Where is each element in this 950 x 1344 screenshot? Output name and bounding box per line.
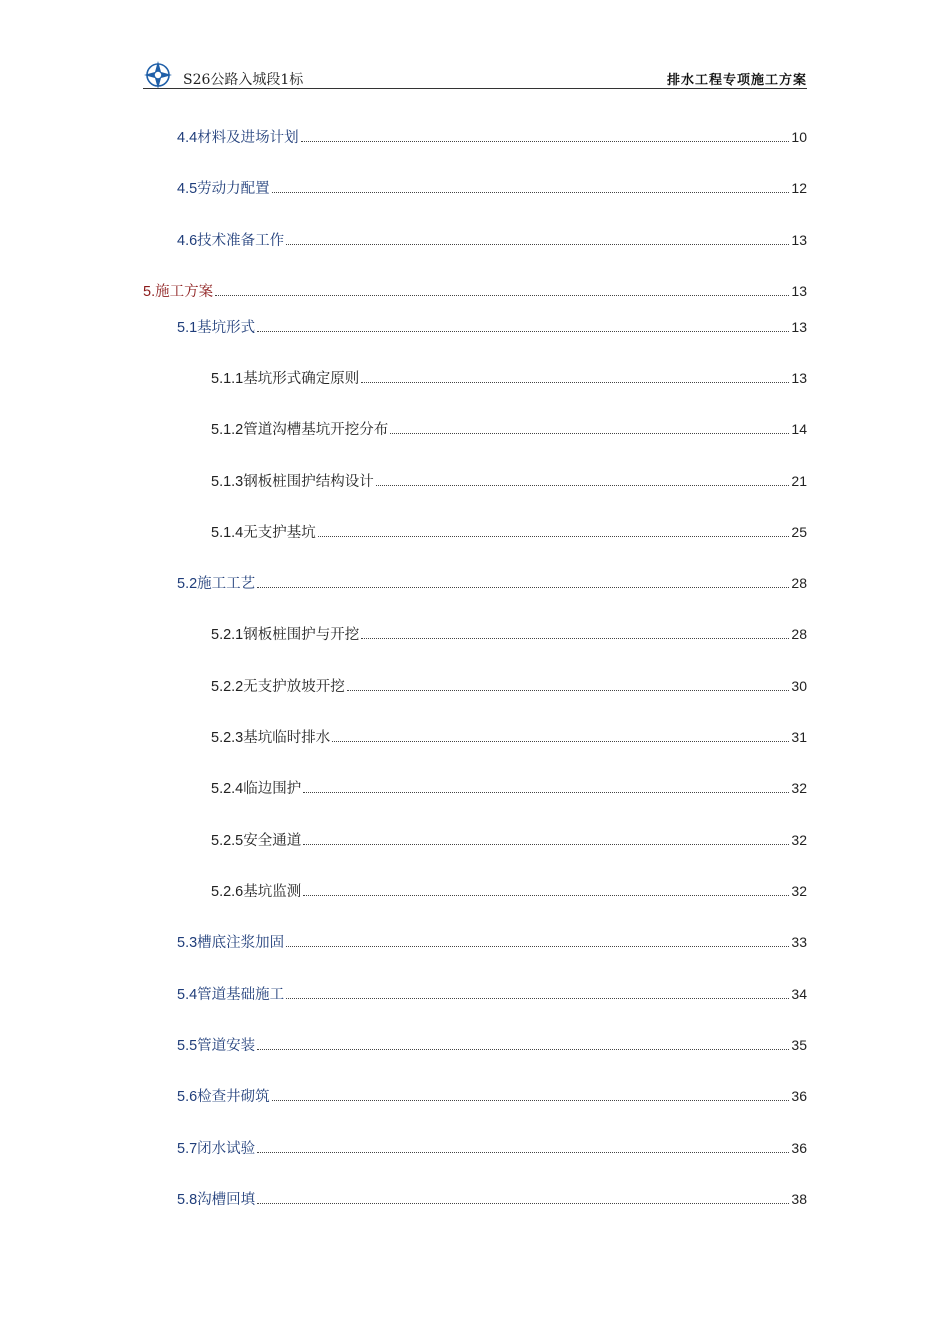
toc-entry-label [177, 1087, 270, 1107]
toc-entry-label [211, 779, 301, 799]
toc-entry[interactable] [211, 727, 807, 748]
toc-page-number: 13 [791, 319, 807, 335]
toc-dot-leader [272, 1100, 790, 1101]
toc-entry-title: 钢板桩围护结构设计 [243, 474, 374, 490]
toc-page-number: 10 [791, 129, 807, 145]
toc-entry-number: 5.2.5 [211, 833, 244, 849]
toc-entry-number: 5.8 [177, 1192, 198, 1208]
toc-entry[interactable] [177, 317, 807, 338]
toc-page-number: 25 [791, 524, 807, 540]
toc-entry-number: 5.2.3 [211, 730, 244, 746]
toc-page-number: 12 [791, 180, 807, 196]
toc-entry[interactable] [211, 471, 807, 492]
toc-entry-title: 施工工艺 [197, 576, 256, 592]
toc-entry-title: 无支护基坑 [243, 525, 316, 541]
toc-entry-number: 5.2.1 [211, 627, 244, 643]
toc-entry-number: 5.1.2 [211, 422, 244, 438]
toc-dot-leader [272, 192, 790, 193]
toc-dot-leader [257, 331, 789, 332]
toc-dot-leader [347, 690, 790, 691]
toc-page-number: 28 [791, 626, 807, 642]
toc-entry-title: 无支护放坡开挖 [243, 679, 345, 695]
toc-entry-label [211, 831, 301, 851]
toc-dot-leader [257, 1049, 789, 1050]
toc-entry-number: 5.2.6 [211, 884, 244, 900]
toc-entry-title: 劳动力配置 [197, 181, 270, 197]
toc-entry-number: 4.4 [177, 130, 198, 146]
toc-entry-title: 钢板桩围护与开挖 [243, 627, 360, 643]
toc-entry-label [177, 231, 284, 251]
toc-entry-number: 4.5 [177, 181, 198, 197]
toc-entry[interactable] [177, 932, 807, 953]
toc-entry[interactable] [177, 178, 807, 199]
toc-entry-number: 5.7 [177, 1141, 198, 1157]
toc-page-number: 13 [791, 283, 807, 299]
toc-dot-leader [286, 244, 789, 245]
toc-entry-number: 5. [143, 284, 156, 300]
toc-page-number: 21 [791, 473, 807, 489]
toc-page-number: 36 [791, 1140, 807, 1156]
toc-dot-leader [303, 895, 789, 896]
toc-page-number: 31 [791, 729, 807, 745]
toc-entry-number: 5.1.3 [211, 474, 244, 490]
toc-entry-title: 管道基础施工 [197, 987, 285, 1003]
toc-page-number: 32 [791, 832, 807, 848]
toc-entry-number: 5.1.4 [211, 525, 244, 541]
toc-entry[interactable] [177, 127, 807, 148]
header-document-title: 排水工程专项施工方案 [666, 73, 807, 88]
toc-page-number: 14 [791, 421, 807, 437]
toc-page-number: 33 [791, 934, 807, 950]
header-project-name: S26公路入城段1标 [183, 72, 304, 88]
toc-entry-title: 基坑形式确定原则 [243, 371, 360, 387]
toc-entry[interactable] [177, 1086, 807, 1107]
toc-entry-number: 5.4 [177, 987, 198, 1003]
toc-entry-label [177, 933, 284, 953]
toc-entry-label [211, 369, 359, 389]
toc-page-number: 13 [791, 232, 807, 248]
toc-dot-leader [303, 844, 789, 845]
toc-entry[interactable] [177, 230, 807, 251]
toc-dot-leader [303, 792, 789, 793]
toc-entry-title: 安全通道 [243, 833, 302, 849]
toc-dot-leader [332, 741, 789, 742]
toc-entry-label [177, 1036, 255, 1056]
toc-entry-label [211, 728, 330, 748]
toc-entry-title: 技术准备工作 [197, 233, 285, 249]
toc-entry-number: 5.2.4 [211, 781, 244, 797]
toc-entry-title: 沟槽回填 [197, 1192, 256, 1208]
toc-entry-number: 5.2 [177, 576, 198, 592]
toc-dot-leader [361, 382, 789, 383]
toc-dot-leader [301, 141, 790, 142]
toc-entry-title: 施工方案 [155, 284, 214, 300]
toc-entry-label [177, 574, 255, 594]
toc-page-number: 13 [791, 370, 807, 386]
toc-entry-number: 4.6 [177, 233, 198, 249]
toc-entry[interactable] [211, 778, 807, 799]
toc-entry[interactable] [211, 419, 807, 440]
toc-entry[interactable] [143, 281, 807, 302]
toc-entry[interactable] [211, 522, 807, 543]
toc-entry-number: 5.3 [177, 935, 198, 951]
toc-entry-label [177, 179, 270, 199]
toc-entry-label [211, 420, 388, 440]
toc-entry[interactable] [211, 368, 807, 389]
toc-page-number: 34 [791, 986, 807, 1002]
toc-dot-leader [390, 433, 789, 434]
toc-page-number: 35 [791, 1037, 807, 1053]
toc-entry-title: 基坑形式 [197, 320, 256, 336]
toc-entry-title: 管道安装 [197, 1038, 256, 1054]
toc-entry-title: 闭水试验 [197, 1141, 256, 1157]
toc-dot-leader [257, 1152, 789, 1153]
toc-entry-label [211, 523, 316, 543]
toc-entry-title: 材料及进场计划 [197, 130, 299, 146]
toc-entry-title: 槽底注浆加固 [197, 935, 285, 951]
toc-entry-label [211, 472, 374, 492]
toc-entry-label [211, 677, 345, 697]
toc-entry[interactable] [177, 1189, 807, 1210]
toc-entry-title: 临边围护 [243, 781, 302, 797]
toc-entry[interactable] [211, 676, 807, 697]
toc-dot-leader [286, 946, 789, 947]
toc-dot-leader [376, 485, 790, 486]
toc-page-number: 28 [791, 575, 807, 591]
crossroads-logo-icon [143, 60, 173, 90]
toc-entry-label [177, 1190, 255, 1210]
toc-entry-number: 5.5 [177, 1038, 198, 1054]
toc-dot-leader [286, 998, 789, 999]
toc-entry-title: 管道沟槽基坑开挖分布 [243, 422, 389, 438]
header-divider [143, 88, 807, 89]
toc-entry-label [177, 318, 255, 338]
toc-entry-title: 基坑监测 [243, 884, 302, 900]
toc-dot-leader [318, 536, 790, 537]
toc-page-number: 30 [791, 678, 807, 694]
toc-entry-title: 检查井砌筑 [197, 1089, 270, 1105]
toc-entry-label [143, 282, 213, 302]
toc-entry-label [211, 625, 359, 645]
toc-entry-label [211, 882, 301, 902]
toc-entry[interactable] [177, 984, 807, 1005]
toc-entry-number: 5.2.2 [211, 679, 244, 695]
toc-entry-label [177, 985, 284, 1005]
page-header [143, 58, 807, 90]
toc-entry[interactable] [211, 830, 807, 851]
toc-entry-label [177, 1139, 255, 1159]
toc-page-number: 38 [791, 1191, 807, 1207]
toc-dot-leader [361, 638, 789, 639]
toc-dot-leader [215, 295, 789, 296]
toc-entry[interactable] [177, 573, 807, 594]
toc-entry[interactable] [177, 1138, 807, 1159]
toc-entry-number: 5.1 [177, 320, 198, 336]
toc-entry-number: 5.1.1 [211, 371, 244, 387]
toc-entry-title: 基坑临时排水 [243, 730, 331, 746]
toc-entry-label [177, 128, 299, 148]
toc-entry[interactable] [211, 881, 807, 902]
toc-page-number: 36 [791, 1088, 807, 1104]
toc-dot-leader [257, 587, 789, 588]
toc-entry[interactable] [177, 1035, 807, 1056]
toc-page-number: 32 [791, 780, 807, 796]
toc-dot-leader [257, 1203, 789, 1204]
toc-entry[interactable] [211, 624, 807, 645]
toc-page-number: 32 [791, 883, 807, 899]
toc-entry-number: 5.6 [177, 1089, 198, 1105]
